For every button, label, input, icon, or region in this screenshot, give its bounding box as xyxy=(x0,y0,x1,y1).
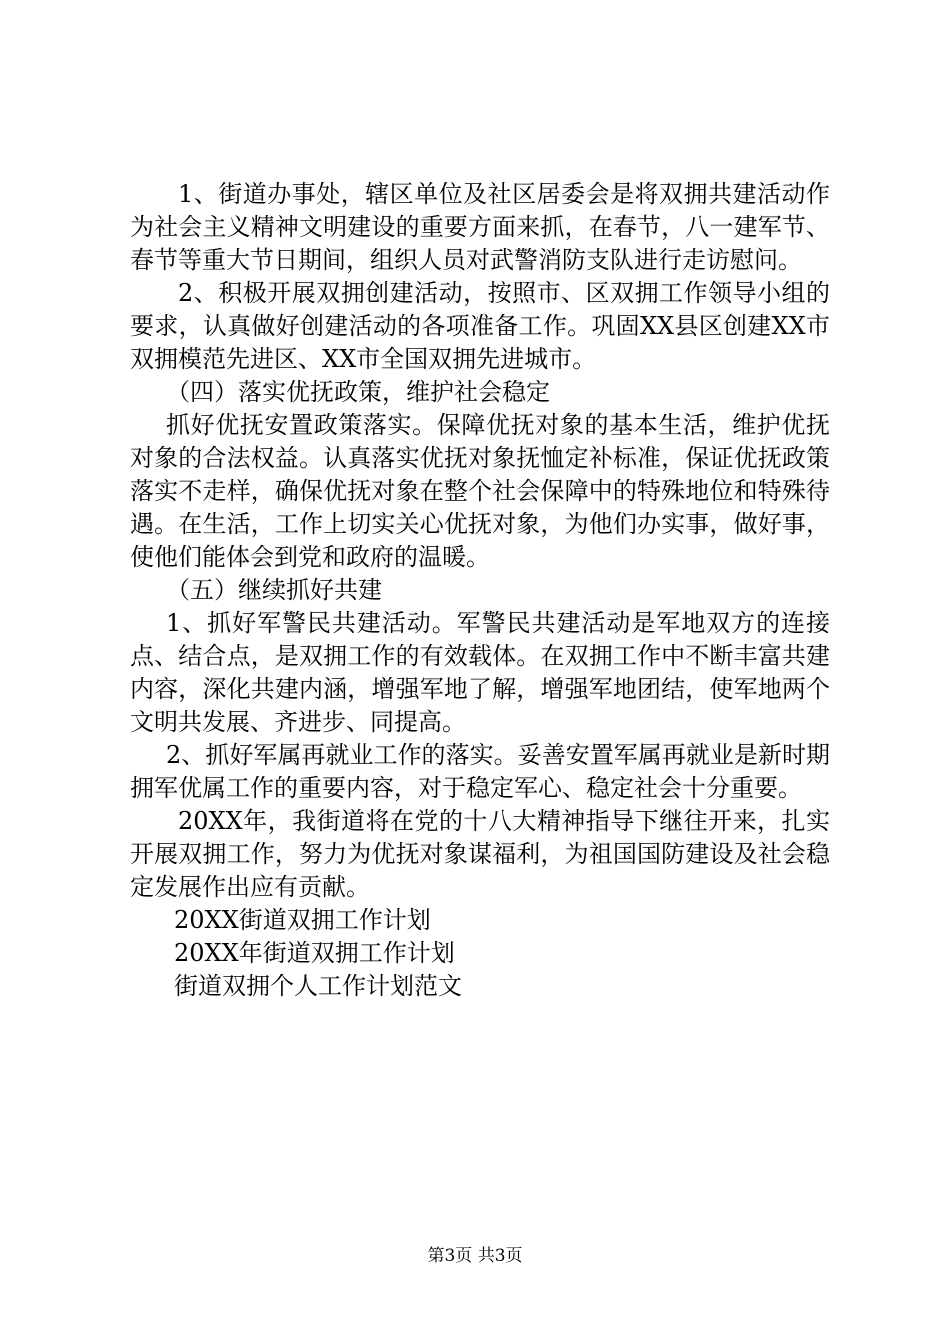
paragraph-reemployment: 2、抓好军属再就业工作的落实。妥善安置军属再就业是新时期拥军优属工作的重要内容，对于稳定军心、稳定社会十分重要。 xyxy=(130,741,830,802)
page-number-footer: 第3页 共3页 xyxy=(427,1246,523,1266)
related-link-2[interactable]: 20XX年街道双拥工作计划 xyxy=(174,939,455,967)
document-body xyxy=(130,178,830,1003)
section-heading-four: （四）落实优抚政策，维护社会稳定 xyxy=(166,378,550,406)
section-heading-five: （五）继续抓好共建 xyxy=(166,576,382,604)
paragraph-conclusion: 20XX年，我街道将在党的十八大精神指导下继往开来，扎实开展双拥工作，努力为优抚对象谋福利，为祖国国防建设及社会稳定发展作出应有贡献。 xyxy=(130,807,830,901)
paragraph-preferential-policy: 抓好优抚安置政策落实。保障优抚对象的基本生活，维护优抚对象的合法权益。认真落实优抚对象抚恤定补标准，保证优抚政策落实不走样，确保优抚对象在整个社会保障中的特殊地位和特殊待遇。在生活，工作上切实关心优抚对象，为他们办实事，做好事，使他们能体会到党和政府的温暖。 xyxy=(130,411,830,571)
paragraph-creation-activities: 2、积极开展双拥创建活动，按照市、区双拥工作领导小组的要求，认真做好创建活动的各项准备工作。巩固XX县区创建XX市双拥模范先进区、XX市全国双拥先进城市。 xyxy=(130,279,830,373)
related-link-1[interactable]: 20XX街道双拥工作计划 xyxy=(174,906,431,934)
related-link-3[interactable]: 街道双拥个人工作计划范文 xyxy=(174,972,462,1000)
paragraph-joint-construction: 1、抓好军警民共建活动。军警民共建活动是军地双方的连接点、结合点，是双拥工作的有效载体。在双拥工作中不断丰富共建内容，深化共建内涵，增强军地了解，增强军地团结，使军地两个文明共发展、齐进步、同提高。 xyxy=(130,609,830,736)
paragraph-visits: 1、街道办事处，辖区单位及社区居委会是将双拥共建活动作为社会主义精神文明建设的重要方面来抓，在春节，八一建军节、春节等重大节日期间，组织人员对武警消防支队进行走访慰问。 xyxy=(130,180,830,274)
